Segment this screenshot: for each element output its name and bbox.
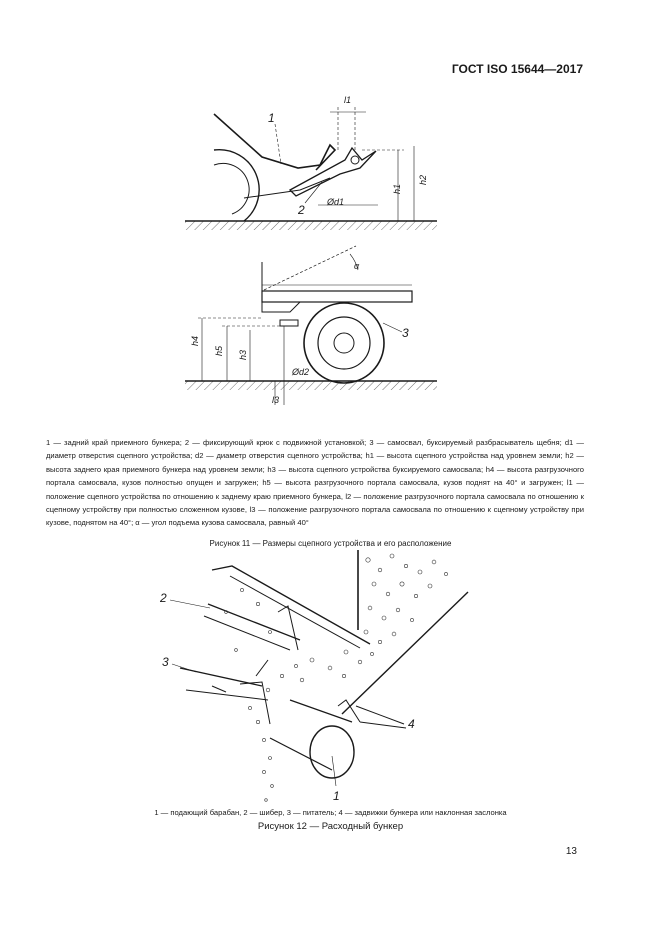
label-alpha: α [354, 261, 360, 271]
fig12-label-4: 4 [408, 717, 415, 731]
figure12-caption: Рисунок 12 — Расходный бункер [257, 821, 404, 832]
label-h1: h1 [392, 183, 402, 194]
truck-wheel [304, 303, 384, 383]
fig12-label-3: 3 [162, 655, 169, 669]
feed-drum [310, 726, 354, 778]
label-d2: Ød2 [292, 367, 310, 377]
figure11-caption: Рисунок 11 — Размеры сцепного устройства и его расположение [209, 539, 452, 548]
hopper-wall-right [342, 592, 468, 714]
figure11-legend: 1 — задний край приемного бункера; 2 — фиксирующий крюк с подвижной установкой; 3 — самосвал, буксируемый разбрасыватель щебня; d1 — диаметр отверстия сцепного устройства; d2 — диаметр отверстия сцепного устройства; h1 — высота сцепного устройства над уровнем земли; h2 — высота заднего края приемного бункера над уровнем земли; h3 — высота сцепного устройства буксируемого самосвала; h4 — высота разгрузочного портала самосвала, кузов полностью опущен и загружен; h5 — высота разгрузочного портала самосвала, кузов поднят на 40° и загружен; l1 — положение сцепного устройства по отношению к заднему краю приемного бункера, l2 — положение разгрузочного портала самосвала по отношению к сцепному устройству при полностью сложенном кузове, l3 — положение разгрузочного портала самосвала по отношению к сцепному устройству при кузове, поднятом на 40°; α — угол подъема кузова самосвала, равный 40° [46, 438, 584, 528]
label-h5: h5 [214, 345, 224, 356]
label-h3: h3 [238, 349, 248, 360]
label-n2-top: 2 [298, 203, 305, 217]
label-h4: h4 [190, 335, 200, 346]
ground-hatch-top [185, 221, 437, 230]
figure12-legend: 1 — подающий барабан, 2 — шибер, 3 — питатель; 4 — задвижки бункера или наклонная заслонка [154, 808, 507, 817]
ground-hatch-bottom [185, 381, 437, 390]
wheel-top [214, 150, 259, 221]
label-n1-top: 1 [268, 111, 275, 125]
figure12-diagram [170, 550, 468, 786]
standard-header: ГОСТ ISO 15644—2017 [451, 62, 583, 76]
label-l3: l3 [272, 395, 280, 405]
label-n3-bottom: 3 [402, 326, 409, 340]
truck-body [262, 291, 412, 302]
fig12-label-2: 2 [160, 591, 167, 605]
label-l1: l1 [344, 95, 352, 105]
label-h2: h2 [418, 174, 428, 185]
label-d1: Ød1 [327, 197, 345, 207]
figure11-top-diagram [185, 107, 437, 230]
figure11-bottom-diagram [185, 246, 437, 405]
page-number: 13 [565, 846, 577, 857]
fig12-label-1: 1 [333, 789, 340, 803]
